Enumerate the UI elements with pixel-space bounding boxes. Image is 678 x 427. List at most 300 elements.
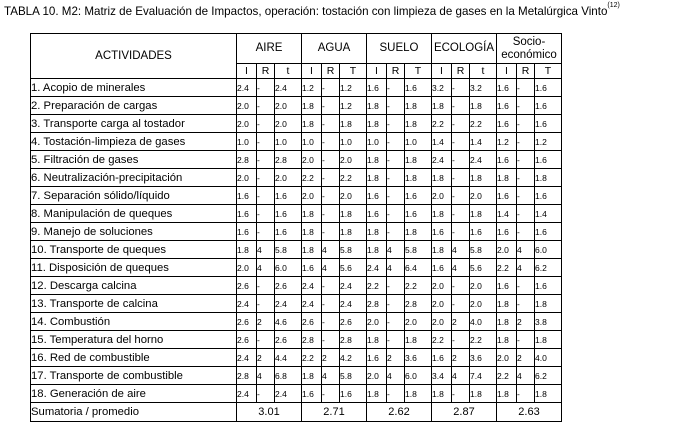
value-cell: 2.0 <box>470 277 497 295</box>
value-cell: 1.6 <box>535 223 562 241</box>
value-cell: - <box>452 115 470 133</box>
value-cell: 1.6 <box>367 187 387 205</box>
value-cell: 2.0 <box>275 115 302 133</box>
group-header-suelo: SUELO <box>367 34 432 64</box>
value-cell: 1.8 <box>405 223 432 241</box>
value-cell: 2.2 <box>497 259 517 277</box>
value-cell: - <box>257 151 275 169</box>
value-cell: 5.8 <box>275 241 302 259</box>
group-header-aire: AIRE <box>237 34 302 64</box>
activity-name: 15. Temperatura del horno <box>31 331 237 349</box>
value-cell: 1.8 <box>432 385 452 403</box>
value-cell: 1.8 <box>497 385 517 403</box>
value-cell: 1.8 <box>302 367 322 385</box>
value-cell: - <box>257 205 275 223</box>
value-cell: 1.8 <box>340 223 367 241</box>
value-cell: 1.6 <box>275 223 302 241</box>
table-row <box>31 187 562 205</box>
value-cell: - <box>257 295 275 313</box>
value-cell: 2.4 <box>237 385 257 403</box>
value-cell: 4 <box>517 259 535 277</box>
value-cell: 2 <box>257 349 275 367</box>
value-cell: 2.8 <box>302 331 322 349</box>
value-cell: 1.6 <box>497 97 517 115</box>
subheader-cell: R <box>322 64 340 79</box>
value-cell: 1.8 <box>432 97 452 115</box>
value-cell: 2.0 <box>432 277 452 295</box>
subheader-cell: t <box>275 64 302 79</box>
summary-label: Sumatoria / promedio <box>31 403 237 422</box>
value-cell: 4.6 <box>275 313 302 331</box>
value-cell: - <box>517 331 535 349</box>
summary-value: 2.87 <box>432 403 497 422</box>
value-cell: 1.0 <box>237 133 257 151</box>
value-cell: - <box>452 169 470 187</box>
value-cell: 5.6 <box>470 259 497 277</box>
value-cell: - <box>517 151 535 169</box>
value-cell: 1.8 <box>302 97 322 115</box>
value-cell: 1.8 <box>470 97 497 115</box>
value-cell: 1.8 <box>497 313 517 331</box>
value-cell: 5.8 <box>340 367 367 385</box>
value-cell: 2.2 <box>432 331 452 349</box>
value-cell: 2.6 <box>340 313 367 331</box>
value-cell: 1.8 <box>367 151 387 169</box>
value-cell: 1.4 <box>432 133 452 151</box>
value-cell: 2.2 <box>470 331 497 349</box>
value-cell: 4 <box>322 367 340 385</box>
value-cell: 1.2 <box>340 79 367 97</box>
value-cell: 1.6 <box>367 79 387 97</box>
value-cell: 1.8 <box>367 115 387 133</box>
subheader-cell: R <box>452 64 470 79</box>
value-cell: - <box>517 79 535 97</box>
table-row <box>31 259 562 277</box>
value-cell: 4 <box>322 259 340 277</box>
value-cell: - <box>517 169 535 187</box>
value-cell: 1.8 <box>405 151 432 169</box>
table-body <box>31 79 562 422</box>
value-cell: 1.8 <box>535 385 562 403</box>
value-cell: - <box>387 313 405 331</box>
activity-name: 4. Tostación-limpieza de gases <box>31 133 237 151</box>
value-cell: 1.6 <box>497 187 517 205</box>
value-cell: 1.8 <box>470 205 497 223</box>
value-cell: 1.8 <box>367 223 387 241</box>
value-cell: 3.2 <box>432 79 452 97</box>
value-cell: 2.0 <box>470 295 497 313</box>
value-cell: 3.2 <box>470 79 497 97</box>
value-cell: - <box>517 385 535 403</box>
value-cell: 2.4 <box>432 151 452 169</box>
value-cell: 2.0 <box>237 259 257 277</box>
value-cell: 1.8 <box>405 97 432 115</box>
value-cell: 1.8 <box>367 169 387 187</box>
value-cell: 1.8 <box>405 169 432 187</box>
value-cell: 1.8 <box>340 115 367 133</box>
value-cell: 2.0 <box>497 241 517 259</box>
value-cell: 1.6 <box>237 187 257 205</box>
value-cell: - <box>517 223 535 241</box>
value-cell: 2.0 <box>470 187 497 205</box>
value-cell: 2.0 <box>340 187 367 205</box>
activity-name: 11. Disposición de queques <box>31 259 237 277</box>
table-row <box>31 313 562 331</box>
activity-name: 16. Red de combustible <box>31 349 237 367</box>
value-cell: 1.6 <box>535 97 562 115</box>
table-row <box>31 277 562 295</box>
value-cell: 2.8 <box>340 331 367 349</box>
value-cell: 3.4 <box>432 367 452 385</box>
table-row <box>31 151 562 169</box>
activity-name: 2. Preparación de cargas <box>31 97 237 115</box>
value-cell: 1.6 <box>470 223 497 241</box>
subheader-cell: T <box>535 64 562 79</box>
value-cell: - <box>452 133 470 151</box>
value-cell: - <box>387 187 405 205</box>
value-cell: 2.0 <box>497 349 517 367</box>
value-cell: - <box>257 169 275 187</box>
value-cell: 2.0 <box>237 169 257 187</box>
subheader-cell: I <box>367 64 387 79</box>
value-cell: - <box>387 115 405 133</box>
value-cell: 1.8 <box>367 331 387 349</box>
subheader-cell: I <box>497 64 517 79</box>
subheader-cell: I <box>237 64 257 79</box>
value-cell: - <box>322 277 340 295</box>
value-cell: 2.4 <box>275 79 302 97</box>
value-cell: 2.4 <box>275 385 302 403</box>
value-cell: 4.2 <box>340 349 367 367</box>
value-cell: 4.0 <box>535 349 562 367</box>
table-row <box>31 385 562 403</box>
value-cell: 1.6 <box>302 259 322 277</box>
value-cell: 1.8 <box>432 169 452 187</box>
value-cell: 1.8 <box>367 385 387 403</box>
value-cell: 2.0 <box>302 151 322 169</box>
value-cell: 1.6 <box>405 205 432 223</box>
value-cell: 1.8 <box>535 295 562 313</box>
value-cell: - <box>387 277 405 295</box>
value-cell: 1.0 <box>275 133 302 151</box>
value-cell: 2.2 <box>302 349 322 367</box>
subheader-cell: t <box>470 64 497 79</box>
value-cell: 1.8 <box>237 241 257 259</box>
value-cell: 2.4 <box>237 295 257 313</box>
value-cell: - <box>322 133 340 151</box>
value-cell: 2.4 <box>237 349 257 367</box>
value-cell: 4.4 <box>275 349 302 367</box>
table-caption <box>4 2 676 18</box>
value-cell: - <box>452 151 470 169</box>
value-cell: 1.8 <box>302 241 322 259</box>
value-cell: 1.2 <box>535 133 562 151</box>
value-cell: 1.6 <box>405 187 432 205</box>
value-cell: 2 <box>322 349 340 367</box>
table-row <box>31 223 562 241</box>
value-cell: 4 <box>257 241 275 259</box>
value-cell: 1.6 <box>237 223 257 241</box>
summary-value: 3.01 <box>237 403 302 422</box>
value-cell: 1.6 <box>497 79 517 97</box>
value-cell: 1.8 <box>470 385 497 403</box>
table-row <box>31 133 562 151</box>
value-cell: 2.0 <box>367 313 387 331</box>
activity-name: 3. Transporte carga al tostador <box>31 115 237 133</box>
value-cell: - <box>257 223 275 241</box>
value-cell: 2.2 <box>367 277 387 295</box>
subheader-cell: T <box>340 64 367 79</box>
activity-name: 18. Generación de aire <box>31 385 237 403</box>
value-cell: 2.0 <box>340 151 367 169</box>
value-cell: 2.0 <box>237 115 257 133</box>
value-cell: 2.0 <box>405 313 432 331</box>
value-cell: 1.2 <box>302 79 322 97</box>
activity-name: 8. Manipulación de queques <box>31 205 237 223</box>
value-cell: 1.2 <box>497 133 517 151</box>
value-cell: 2.2 <box>470 115 497 133</box>
value-cell: - <box>322 97 340 115</box>
table-row <box>31 367 562 385</box>
value-cell: - <box>257 277 275 295</box>
value-cell: - <box>387 97 405 115</box>
value-cell: 3.6 <box>405 349 432 367</box>
activity-name: 14. Combustión <box>31 313 237 331</box>
value-cell: 2.2 <box>340 169 367 187</box>
value-cell: 1.8 <box>535 331 562 349</box>
value-cell: - <box>322 313 340 331</box>
value-cell: 1.8 <box>497 331 517 349</box>
value-cell: 1.6 <box>302 385 322 403</box>
value-cell: - <box>257 133 275 151</box>
value-cell: 4 <box>387 241 405 259</box>
value-cell: 1.6 <box>535 79 562 97</box>
value-cell: - <box>387 205 405 223</box>
group-header-row <box>31 34 562 64</box>
value-cell: 1.8 <box>432 205 452 223</box>
value-cell: - <box>387 169 405 187</box>
value-cell: 1.6 <box>237 205 257 223</box>
value-cell: 2.4 <box>302 277 322 295</box>
value-cell: 2 <box>517 349 535 367</box>
value-cell: 2 <box>452 313 470 331</box>
value-cell: 2.4 <box>340 295 367 313</box>
value-cell: 4 <box>257 259 275 277</box>
value-cell: 1.6 <box>497 223 517 241</box>
activity-name: 10. Transporte de queques <box>31 241 237 259</box>
value-cell: 1.0 <box>340 133 367 151</box>
value-cell: - <box>387 295 405 313</box>
activity-name: 1. Acopio de minerales <box>31 79 237 97</box>
value-cell: 1.8 <box>405 331 432 349</box>
value-cell: 1.6 <box>497 277 517 295</box>
value-cell: - <box>452 223 470 241</box>
value-cell: 2 <box>452 349 470 367</box>
value-cell: 6.0 <box>275 259 302 277</box>
caption-reference: (12) <box>607 2 620 9</box>
value-cell: 1.4 <box>470 133 497 151</box>
activity-name: 12. Descarga calcina <box>31 277 237 295</box>
group-header-ecologia: ECOLOGÍA <box>432 34 497 64</box>
value-cell: - <box>517 187 535 205</box>
value-cell: 4.0 <box>470 313 497 331</box>
activity-name: 6. Neutralización-precipitación <box>31 169 237 187</box>
table-row <box>31 241 562 259</box>
value-cell: 6.8 <box>275 367 302 385</box>
value-cell: - <box>517 115 535 133</box>
value-cell: 3.6 <box>470 349 497 367</box>
value-cell: - <box>322 295 340 313</box>
value-cell: 2.2 <box>405 277 432 295</box>
table-row <box>31 169 562 187</box>
value-cell: 1.6 <box>275 205 302 223</box>
value-cell: 2.0 <box>432 187 452 205</box>
value-cell: 6.4 <box>405 259 432 277</box>
value-cell: 1.4 <box>535 205 562 223</box>
value-cell: 2.8 <box>275 151 302 169</box>
value-cell: 1.6 <box>275 187 302 205</box>
value-cell: 1.8 <box>367 241 387 259</box>
value-cell: 2 <box>257 313 275 331</box>
value-cell: - <box>322 187 340 205</box>
activity-name: 7. Separación sólido/líquido <box>31 187 237 205</box>
value-cell: 1.6 <box>535 277 562 295</box>
value-cell: - <box>322 385 340 403</box>
value-cell: 7.4 <box>470 367 497 385</box>
value-cell: 2.0 <box>302 187 322 205</box>
value-cell: 6.0 <box>405 367 432 385</box>
value-cell: - <box>452 295 470 313</box>
table-row <box>31 97 562 115</box>
summary-value: 2.71 <box>302 403 367 422</box>
value-cell: 2.6 <box>237 277 257 295</box>
value-cell: 2.8 <box>237 151 257 169</box>
value-cell: 2.6 <box>237 313 257 331</box>
value-cell: 4 <box>517 241 535 259</box>
value-cell: 2.6 <box>275 277 302 295</box>
value-cell: 3.8 <box>535 313 562 331</box>
value-cell: - <box>322 79 340 97</box>
value-cell: - <box>387 79 405 97</box>
value-cell: 1.4 <box>497 205 517 223</box>
value-cell: 2.0 <box>275 169 302 187</box>
activity-name: 5. Filtración de gases <box>31 151 237 169</box>
value-cell: 5.8 <box>470 241 497 259</box>
activity-name: 9. Manejo de soluciones <box>31 223 237 241</box>
value-cell: 2.0 <box>432 313 452 331</box>
activity-name: 17. Transporte de combustible <box>31 367 237 385</box>
value-cell: - <box>322 115 340 133</box>
value-cell: - <box>322 151 340 169</box>
value-cell: 2.0 <box>275 97 302 115</box>
value-cell: 1.8 <box>432 241 452 259</box>
value-cell: 1.6 <box>535 115 562 133</box>
value-cell: 1.6 <box>405 79 432 97</box>
table-row <box>31 331 562 349</box>
value-cell: 2.4 <box>340 277 367 295</box>
value-cell: - <box>517 295 535 313</box>
value-cell: 4 <box>517 367 535 385</box>
value-cell: 1.6 <box>340 385 367 403</box>
value-cell: 2.8 <box>405 295 432 313</box>
activities-header: ACTIVIDADES <box>31 34 237 79</box>
value-cell: 1.6 <box>497 115 517 133</box>
value-cell: 1.8 <box>302 205 322 223</box>
value-cell: - <box>257 115 275 133</box>
value-cell: 5.8 <box>340 241 367 259</box>
value-cell: 2.4 <box>367 259 387 277</box>
value-cell: - <box>387 223 405 241</box>
value-cell: 1.8 <box>302 223 322 241</box>
caption-text: TABLA 10. M2: Matriz de Evaluación de Impactos, operación: tostación con limpieza de gases en la Metalúrgica Vinto <box>4 5 608 18</box>
value-cell: 2.0 <box>367 367 387 385</box>
value-cell: 1.0 <box>302 133 322 151</box>
table-row <box>31 115 562 133</box>
value-cell: 1.2 <box>340 97 367 115</box>
value-cell: - <box>452 79 470 97</box>
value-cell: 1.8 <box>497 169 517 187</box>
value-cell: 2.2 <box>432 115 452 133</box>
value-cell: 1.6 <box>432 223 452 241</box>
subheader-cell: R <box>257 64 275 79</box>
value-cell: - <box>452 187 470 205</box>
value-cell: - <box>257 385 275 403</box>
value-cell: 2.4 <box>302 295 322 313</box>
value-cell: 4 <box>322 241 340 259</box>
table-row <box>31 205 562 223</box>
value-cell: 1.6 <box>432 349 452 367</box>
value-cell: - <box>517 205 535 223</box>
value-cell: 5.6 <box>340 259 367 277</box>
summary-value: 2.63 <box>497 403 562 422</box>
value-cell: - <box>257 331 275 349</box>
summary-value: 2.62 <box>367 403 432 422</box>
value-cell: - <box>387 385 405 403</box>
group-header-socioeconomico <box>497 34 562 64</box>
value-cell: - <box>387 151 405 169</box>
group-header-agua: AGUA <box>302 34 367 64</box>
value-cell: 1.8 <box>470 169 497 187</box>
value-cell: 2.0 <box>432 295 452 313</box>
value-cell: 2.8 <box>237 367 257 385</box>
value-cell: 2.6 <box>302 313 322 331</box>
value-cell: 2.4 <box>470 151 497 169</box>
value-cell: - <box>517 277 535 295</box>
value-cell: 1.6 <box>535 151 562 169</box>
value-cell: 1.8 <box>367 97 387 115</box>
value-cell: - <box>452 97 470 115</box>
value-cell: 4 <box>387 367 405 385</box>
value-cell: 1.6 <box>535 187 562 205</box>
value-cell: - <box>322 205 340 223</box>
value-cell: 4 <box>452 259 470 277</box>
subheader-cell: I <box>302 64 322 79</box>
value-cell: - <box>452 277 470 295</box>
value-cell: 1.6 <box>367 205 387 223</box>
value-cell: 1.8 <box>302 115 322 133</box>
value-cell: - <box>257 187 275 205</box>
value-cell: 6.2 <box>535 259 562 277</box>
value-cell: 4 <box>387 259 405 277</box>
table-row <box>31 349 562 367</box>
value-cell: - <box>322 331 340 349</box>
value-cell: - <box>452 331 470 349</box>
table-row <box>31 295 562 313</box>
value-cell: 2.8 <box>367 295 387 313</box>
value-cell: - <box>322 169 340 187</box>
subheader-cell: R <box>517 64 535 79</box>
value-cell: 1.8 <box>497 295 517 313</box>
